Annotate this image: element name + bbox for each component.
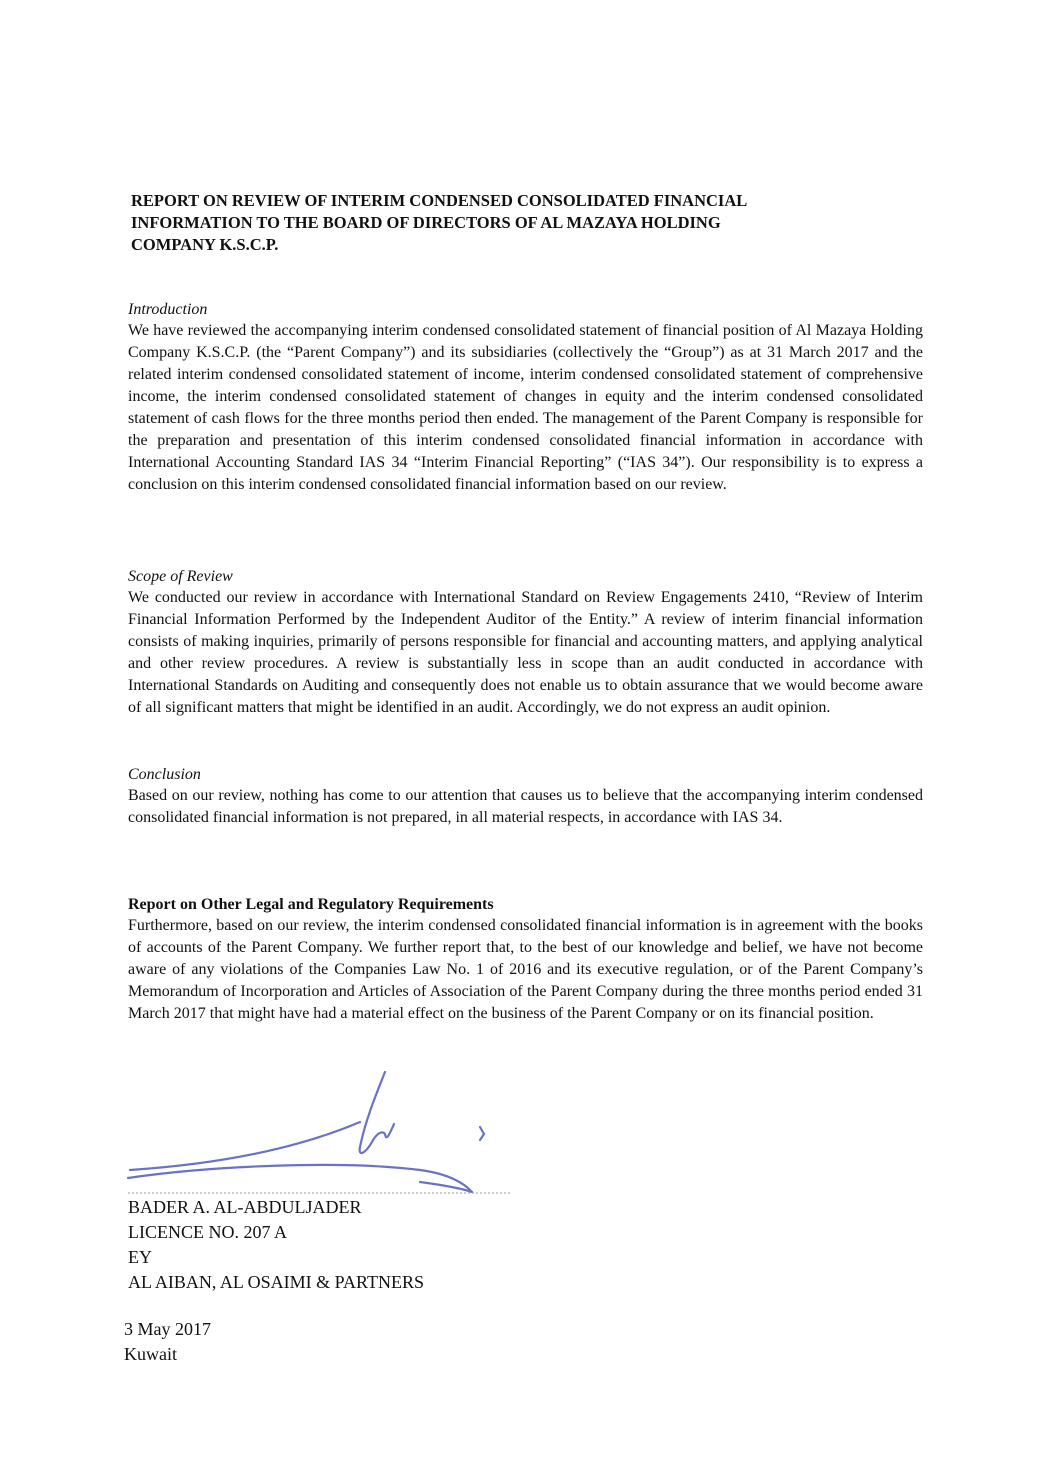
conclusion-body: Based on our review, nothing has come to our attention that causes us to believe that the accompanying interim condensed consolidated financial information is not prepared, in all material respects, in accordance with IAS 34. [128,787,923,826]
signature-underline-stroke [128,1165,472,1192]
signatory-partners: AL AIBAN, AL OSAIMI & PARTNERS [128,1272,424,1292]
scope-body: We conducted our review in accordance with International Standard on Review Engagements 2410, “Review of Interim Financial Information Performed by the Independent Auditor of the Entity.” A review of interim financial information consists of making inquiries, primarily of persons responsible for financial and accounting matters, and applying analytical and other review procedures. A review is substantially less in scope than an audit conducted in accordance with International Standards on Auditing and consequently does not enable us to obtain assurance that we would become aware of all significant matters that might be identified in an audit. Accordingly, we do not express an audit opinion. [128,589,923,716]
conclusion-heading: Conclusion [128,766,201,783]
signatory-name: BADER A. AL-ABDULJADER [128,1197,362,1217]
report-title: REPORT ON REVIEW OF INTERIM CONDENSED CONSOLIDATED FINANCIAL INFORMATION TO THE BOARD OF DIRECTORS OF AL MAZAYA HOLDING COMPANY K.S.C.P. [131,191,747,254]
signature-loop-stroke [360,1072,394,1153]
signature-image [120,1062,520,1197]
introduction-body: We have reviewed the accompanying interim condensed consolidated statement of financial position of Al Mazaya Holding Company K.S.C.P. (the “Parent Company”) and its subsidiaries (collectively the “Group”) as at 31 March 2017 and the related interim condensed consolidated statement of income, interim condensed consolidated statement of comprehensive income, the interim condensed consolidated statement of changes in equity and the interim condensed consolidated statement of cash flows for the three months period then ended. The management of the Parent Company is responsible for the preparation and presentation of this interim condensed consolidated financial information in accordance with International Accounting Standard IAS 34 “Interim Financial Reporting” (“IAS 34”). Our responsibility is to express a conclusion on this interim condensed consolidated financial information based on our review. [128,322,923,493]
date-place-block [124,1317,211,1367]
report-place: Kuwait [124,1344,177,1364]
signature-sweep-stroke [130,1122,360,1170]
introduction-heading: Introduction [128,301,208,318]
signature-tick-stroke [480,1127,484,1140]
legal-requirements-body: Furthermore, based on our review, the interim condensed consolidated financial information is in agreement with the books of accounts of the Parent Company. We further report that, to the best of our knowledge and belief, we have not become aware of any violations of the Companies Law No. 1 of 2016 and its executive regulation, or of the Parent Company’s Memorandum of Incorporation and Articles of Association of the Parent Company during the three months period ended 31 March 2017 that might have had a material effect on the business of the Parent Company or on its financial position. [128,917,923,1022]
scope-heading: Scope of Review [128,568,233,585]
report-date: 3 May 2017 [124,1319,211,1339]
legal-requirements-section [128,895,923,1025]
conclusion-section [128,765,923,829]
signatory-licence: LICENCE NO. 207 A [128,1222,287,1242]
introduction-section [128,300,923,496]
signatory-firm: EY [128,1247,152,1267]
signatory-block [128,1195,424,1295]
legal-requirements-heading: Report on Other Legal and Regulatory Requirements [128,896,494,913]
scope-section [128,567,923,719]
